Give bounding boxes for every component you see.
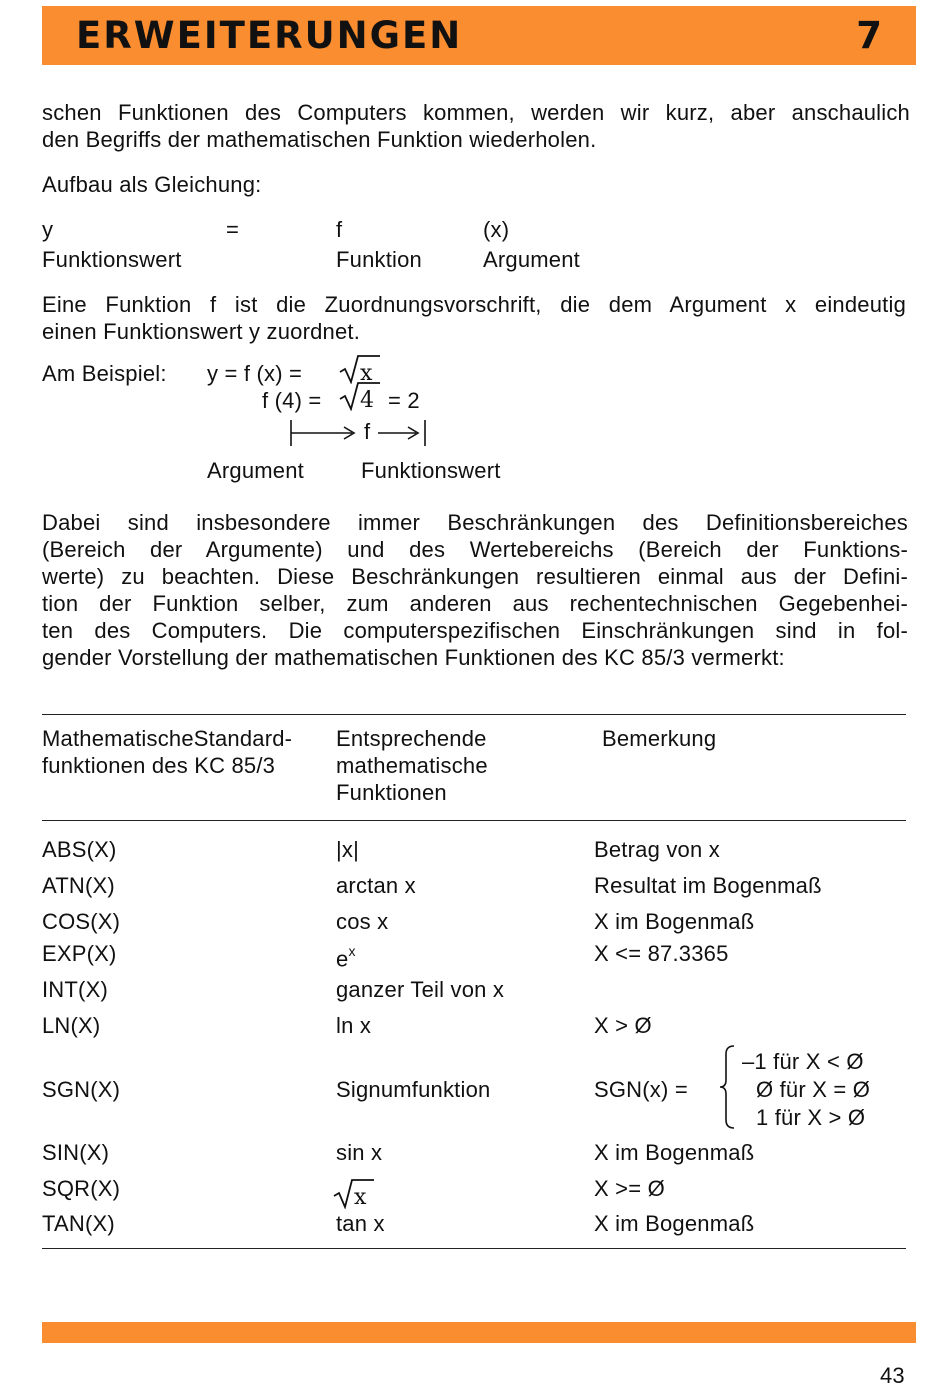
sqrt-radicand: 4 xyxy=(360,388,374,411)
table-cell-math: ganzer Teil von x xyxy=(336,977,505,1002)
table-top-rule xyxy=(42,714,906,715)
exp-base: e xyxy=(336,946,349,972)
table-cell-fn: SQR(X) xyxy=(42,1176,121,1201)
definition-paragraph xyxy=(42,291,906,345)
table-head-col3: Bemerkung xyxy=(602,726,717,751)
example-label-argument: Argument xyxy=(207,458,304,483)
text-line: tion der Funktion selber, zum anderen aus rechentechnischen Gegebenhei- xyxy=(42,591,908,616)
example-label-funktionswert: Funktionswert xyxy=(361,458,501,483)
eq-label-y: Funktionswert xyxy=(42,247,182,272)
table-cell-fn: SIN(X) xyxy=(42,1140,110,1165)
example-line1: y = f (x) = xyxy=(207,361,303,386)
header-line: MathematischeStandard- xyxy=(42,726,293,751)
table-header-rule xyxy=(42,820,906,821)
table-cell-note: X im Bogenmaß xyxy=(594,909,755,934)
table-cell-math: sin x xyxy=(336,1140,383,1165)
sgn-case-zero: Ø für X = Ø xyxy=(756,1077,871,1102)
page-number: 43 xyxy=(880,1363,905,1388)
table-sqrt-symbol xyxy=(332,1177,376,1209)
table-cell-math xyxy=(336,940,356,972)
intro-paragraph xyxy=(42,99,910,153)
text-line: schen Funktionen des Computers kommen, werden wir kurz, aber anschaulich xyxy=(42,100,910,125)
table-cell-fn: LN(X) xyxy=(42,1013,101,1038)
text-line: ten des Computers. Die computerspezifischen Einschränkungen sind in fol- xyxy=(42,618,908,643)
table-cell-math: Signumfunktion xyxy=(336,1077,491,1102)
example-line2: f (4) = xyxy=(262,388,322,413)
table-cell-note: X <= 87.3365 xyxy=(594,941,729,966)
sqrt-4-symbol xyxy=(338,381,382,411)
table-cell-fn: INT(X) xyxy=(42,977,108,1002)
table-cell-math: cos x xyxy=(336,909,389,934)
arrow-f-label: f xyxy=(364,419,371,444)
table-cell-fn: EXP(X) xyxy=(42,941,117,966)
sqrt-radicand: x xyxy=(360,361,373,384)
text-line: Dabei sind insbesondere immer Beschränkungen des Definitionsbereiches xyxy=(42,510,908,535)
table-cell-note: X >= Ø xyxy=(594,1176,665,1201)
table-cell-fn: SGN(X) xyxy=(42,1077,121,1102)
table-cell-fn: COS(X) xyxy=(42,909,121,934)
table-cell-note: X > Ø xyxy=(594,1013,652,1038)
table-cell-math: tan x xyxy=(336,1211,385,1236)
text-line: gender Vorstellung der mathematischen Funktionen des KC 85/3 vermerkt: xyxy=(42,645,785,670)
table-cell-note: X im Bogenmaß xyxy=(594,1140,755,1165)
chapter-header xyxy=(42,6,916,65)
chapter-title: ERWEITERUNGEN xyxy=(76,14,463,57)
table-cell-note: Resultat im Bogenmaß xyxy=(594,873,822,898)
text-line: werte) zu beachten. Diese Beschränkungen resultieren einmal aus der Defini- xyxy=(42,564,908,589)
text-line: einen Funktionswert y zuordnet. xyxy=(42,319,361,344)
example-label: Am Beispiel: xyxy=(42,361,167,386)
dabei-paragraph xyxy=(42,509,908,671)
eq-y: y xyxy=(42,217,54,242)
table-cell-fn: ABS(X) xyxy=(42,837,117,862)
text-line: Eine Funktion f ist die Zuordnungsvorschrift, die dem Argument x eindeutig xyxy=(42,292,906,317)
aufbau-label: Aufbau als Gleichung: xyxy=(42,172,262,197)
mapping-arrow xyxy=(288,418,438,448)
eq-equals: = xyxy=(226,217,240,242)
exp-superscript: x xyxy=(348,943,356,959)
eq-f: f xyxy=(336,217,343,242)
text-line: den Begriffs der mathematischen Funktion wiederholen. xyxy=(42,127,597,152)
table-cell-fn: ATN(X) xyxy=(42,873,115,898)
chapter-number: 7 xyxy=(856,14,882,57)
eq-arg: (x) xyxy=(483,217,510,242)
eq-label-arg: Argument xyxy=(483,247,580,272)
table-bottom-rule xyxy=(42,1248,906,1249)
sgn-case-neg: –1 für X < Ø xyxy=(742,1049,864,1074)
table-cell-math: ln x xyxy=(336,1013,372,1038)
header-line: funktionen des KC 85/3 xyxy=(42,753,276,778)
table-cell-math: arctan x xyxy=(336,873,416,898)
table-cell-note: X im Bogenmaß xyxy=(594,1211,755,1236)
eq-label-f: Funktion xyxy=(336,247,422,272)
sgn-case-pos: 1 für X > Ø xyxy=(756,1105,866,1130)
header-line: Entsprechende xyxy=(336,726,487,751)
table-head-col1 xyxy=(42,725,292,779)
table-cell-note: Betrag von x xyxy=(594,837,720,862)
text-line: (Bereich der Argumente) und des Wertebereichs (Bereich der Funktions- xyxy=(42,537,908,562)
sqrt-x-symbol xyxy=(338,354,382,384)
table-cell-fn: TAN(X) xyxy=(42,1211,115,1236)
footer-bar xyxy=(42,1322,916,1343)
sgn-brace xyxy=(716,1044,738,1130)
header-line: mathematische xyxy=(336,753,488,778)
sqrt-radicand: x xyxy=(354,1185,367,1209)
header-line: Funktionen xyxy=(336,780,447,805)
table-head-col2 xyxy=(336,725,488,806)
table-cell-math: |x| xyxy=(336,837,360,862)
example-result: = 2 xyxy=(388,388,420,413)
table-cell-note: SGN(x) = xyxy=(594,1077,688,1102)
